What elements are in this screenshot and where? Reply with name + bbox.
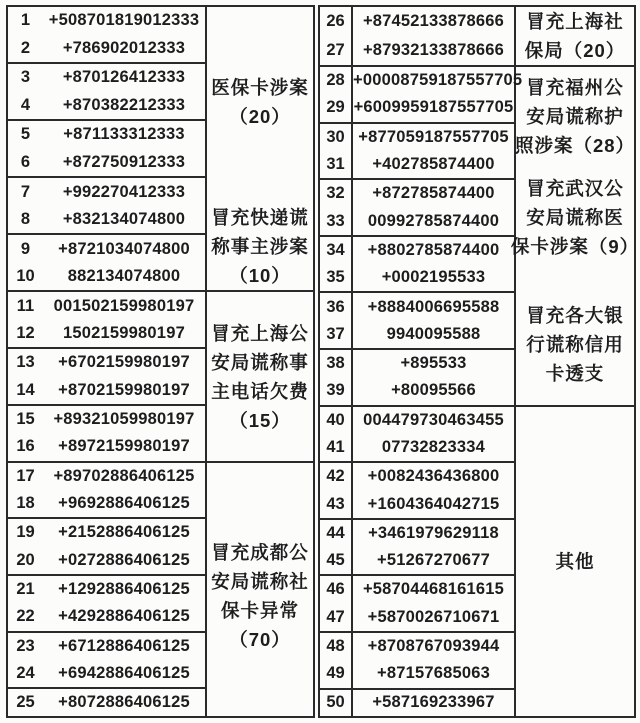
- phone-number: +832134074800: [62, 210, 186, 229]
- phone-number: +87932133878666: [362, 41, 505, 59]
- phone-number: +508701819012333: [43, 6, 206, 35]
- row-index: 4: [20, 95, 31, 114]
- phone-number: +6942886406125: [58, 664, 190, 683]
- row-index: 47: [319, 604, 352, 632]
- row-index: 1: [7, 6, 43, 35]
- category-label: [511, 174, 639, 261]
- phone-number: +895533: [352, 349, 515, 377]
- category-cell-content: [510, 67, 640, 405]
- phone-number: 9940095588: [386, 324, 481, 343]
- phone-number: 00992785874400: [367, 211, 500, 230]
- row-index: 13: [7, 348, 43, 376]
- row-index: 38: [319, 349, 352, 377]
- category-label-line: 安局谎称护: [526, 106, 624, 127]
- category-label-line: （10）: [229, 265, 291, 286]
- category-label-line: （20）: [229, 106, 291, 127]
- phone-number: +89321059980197: [43, 405, 206, 433]
- row-index: 11: [7, 291, 43, 319]
- row-index: 25: [7, 688, 43, 717]
- category-label-line: 照涉案（28）: [514, 135, 636, 156]
- row-index: 30: [319, 123, 352, 151]
- category-label-line: 冒充上海社: [526, 11, 624, 32]
- category-label-line: 冒充武汉公: [526, 178, 624, 199]
- phone-number: +87452133878666: [352, 6, 515, 36]
- row-index: 27: [319, 36, 352, 66]
- phone-number: 001502159980197: [43, 291, 206, 319]
- row-index: 31: [319, 151, 352, 179]
- row-index: 17: [7, 462, 43, 490]
- category-label-line: （15）: [229, 409, 291, 431]
- phone-number: 1502159980197: [63, 323, 185, 342]
- phone-number: +00008759187557705: [352, 66, 515, 94]
- phone-number: +0082436436800: [352, 462, 515, 490]
- table-left-half: [6, 5, 315, 718]
- phone-number: +9692886406125: [58, 494, 190, 513]
- phone-number: +871133312333: [43, 120, 206, 149]
- category-label: [526, 301, 624, 388]
- category-label-line: 主电话欠费: [211, 380, 309, 402]
- row-index: 41: [319, 434, 352, 462]
- category-cell: [510, 66, 640, 406]
- phone-number: +0272886406125: [58, 550, 190, 569]
- row-index: 9: [7, 234, 43, 263]
- phone-number: +8072886406125: [43, 688, 206, 717]
- category-label-line: 冒充各大银: [526, 305, 624, 326]
- row-index: 16: [16, 437, 35, 456]
- category-label-line: 冒充上海公: [211, 322, 309, 344]
- phone-number: +5870026710671: [367, 607, 500, 626]
- row-index: 18: [16, 494, 35, 513]
- row-index: 26: [319, 6, 352, 36]
- phone-number: +8721034074800: [43, 234, 206, 263]
- table-row: [7, 291, 314, 319]
- phone-number: +4292886406125: [58, 607, 190, 626]
- row-index: 3: [7, 63, 43, 92]
- phone-number: +80095566: [391, 381, 476, 400]
- row-index: 32: [319, 179, 352, 207]
- phone-number: +402785874400: [372, 155, 495, 174]
- phone-number: 07732823334: [381, 438, 486, 456]
- row-index: 40: [319, 406, 352, 434]
- phone-number: 004479730463455: [352, 406, 515, 434]
- phone-number: +6009959187557705: [353, 98, 514, 117]
- category-cell-content: [516, 7, 634, 65]
- phone-number: +51267270677: [377, 551, 490, 570]
- phone-number: +8972159980197: [58, 437, 190, 456]
- phone-number: +992270412333: [43, 177, 206, 206]
- category-label-line: 保卡涉案（9）: [510, 236, 640, 257]
- phone-number: +8702159980197: [58, 380, 190, 399]
- category-label-line: 安局谎称医: [526, 207, 624, 228]
- row-index: 46: [319, 575, 352, 603]
- row-index: 14: [16, 380, 35, 399]
- row-index: 35: [319, 264, 352, 292]
- phone-number: +870126412333: [43, 63, 206, 92]
- category-cell: [206, 6, 314, 291]
- category-cell-content: [207, 463, 313, 716]
- row-index: 39: [319, 377, 352, 405]
- category-label: [211, 538, 309, 654]
- category-label-line: 医保卡涉案: [211, 77, 309, 98]
- row-index: 33: [319, 207, 352, 235]
- phone-number: +870382212333: [62, 95, 186, 114]
- row-index: 7: [7, 177, 43, 206]
- phone-number: +872785874400: [352, 179, 515, 207]
- table-row: [319, 66, 635, 94]
- row-index: 49: [319, 660, 352, 688]
- phone-number: +3461979629118: [352, 519, 515, 547]
- row-index: 22: [16, 607, 35, 626]
- category-label: [555, 547, 594, 576]
- phone-number: +877059187557705: [352, 123, 515, 151]
- row-index: 19: [7, 518, 43, 546]
- category-label-line: （70）: [229, 629, 291, 651]
- category-cell: [206, 462, 314, 717]
- phone-number: +1604364042715: [367, 494, 500, 513]
- phone-number: +1292886406125: [43, 575, 206, 603]
- phone-number: +8708767093944: [352, 632, 515, 660]
- category-label: [211, 203, 309, 290]
- row-index: 48: [319, 632, 352, 660]
- row-index: 6: [20, 153, 31, 171]
- row-index: 5: [7, 120, 43, 149]
- phone-number: +2152886406125: [43, 518, 206, 546]
- category-label-line: 保局（20）: [524, 40, 626, 61]
- row-index: 29: [319, 94, 352, 122]
- row-index: 50: [319, 689, 352, 717]
- category-label: [525, 7, 626, 65]
- table-right-half: [318, 5, 640, 718]
- row-index: 34: [319, 236, 352, 264]
- scam-phone-number-table: [6, 5, 640, 718]
- row-index: 36: [319, 292, 352, 320]
- category-label-line: 安局谎称社: [211, 571, 309, 593]
- category-label-line: 冒充福州公: [526, 77, 624, 98]
- category-label-line: 冒充成都公: [211, 542, 309, 564]
- row-index: 43: [319, 490, 352, 518]
- row-index: 45: [319, 547, 352, 575]
- phone-number: +8802785874400: [352, 236, 515, 264]
- category-label-line: 保卡异常: [220, 600, 299, 622]
- phone-number: +8884006695588: [352, 292, 515, 320]
- category-label-line: 其他: [555, 550, 595, 572]
- category-cell-content: [207, 7, 313, 290]
- row-index: 15: [7, 405, 43, 433]
- category-label-line: 卡透支: [545, 363, 605, 384]
- phone-number: +6712886406125: [43, 632, 206, 660]
- row-index: 12: [16, 323, 35, 342]
- phone-number: +0002195533: [381, 268, 486, 287]
- category-label-line: 冒充快递谎: [211, 207, 309, 228]
- phone-number: +872750912333: [62, 153, 186, 171]
- row-index: 21: [7, 575, 43, 603]
- row-index: 37: [319, 321, 352, 349]
- phone-number: +89702886406125: [43, 462, 206, 490]
- row-index: 10: [16, 267, 35, 286]
- category-label: [515, 73, 635, 160]
- category-label-line: 安局谎称事: [211, 351, 309, 373]
- category-label-line: 行谎称信用: [526, 334, 624, 355]
- row-index: 20: [16, 550, 35, 569]
- phone-number: +87157685063: [377, 664, 490, 683]
- category-cell: [206, 291, 314, 461]
- table-row: [7, 6, 314, 35]
- row-index: 28: [319, 66, 352, 94]
- phone-number: +587169233967: [352, 689, 515, 717]
- category-cell-content: [207, 292, 313, 460]
- phone-number: +58704468161615: [352, 575, 515, 603]
- phone-number: +786902012333: [62, 38, 186, 57]
- category-cell: [515, 6, 635, 66]
- row-index: 8: [20, 210, 31, 229]
- row-index: 2: [20, 38, 31, 57]
- phone-number: +6702159980197: [43, 348, 206, 376]
- category-cell-content: [516, 407, 634, 716]
- category-cell: [515, 406, 635, 717]
- row-index: 44: [319, 519, 352, 547]
- phone-number: 882134074800: [67, 267, 181, 286]
- row-index: 42: [319, 462, 352, 490]
- row-index: 24: [16, 664, 35, 683]
- category-label: [211, 73, 309, 131]
- category-label: [211, 319, 309, 435]
- table-row: [319, 406, 635, 434]
- table-row: [319, 6, 635, 36]
- row-index: 23: [7, 632, 43, 660]
- table-row: [7, 462, 314, 490]
- category-label-line: 称事主涉案: [211, 236, 309, 257]
